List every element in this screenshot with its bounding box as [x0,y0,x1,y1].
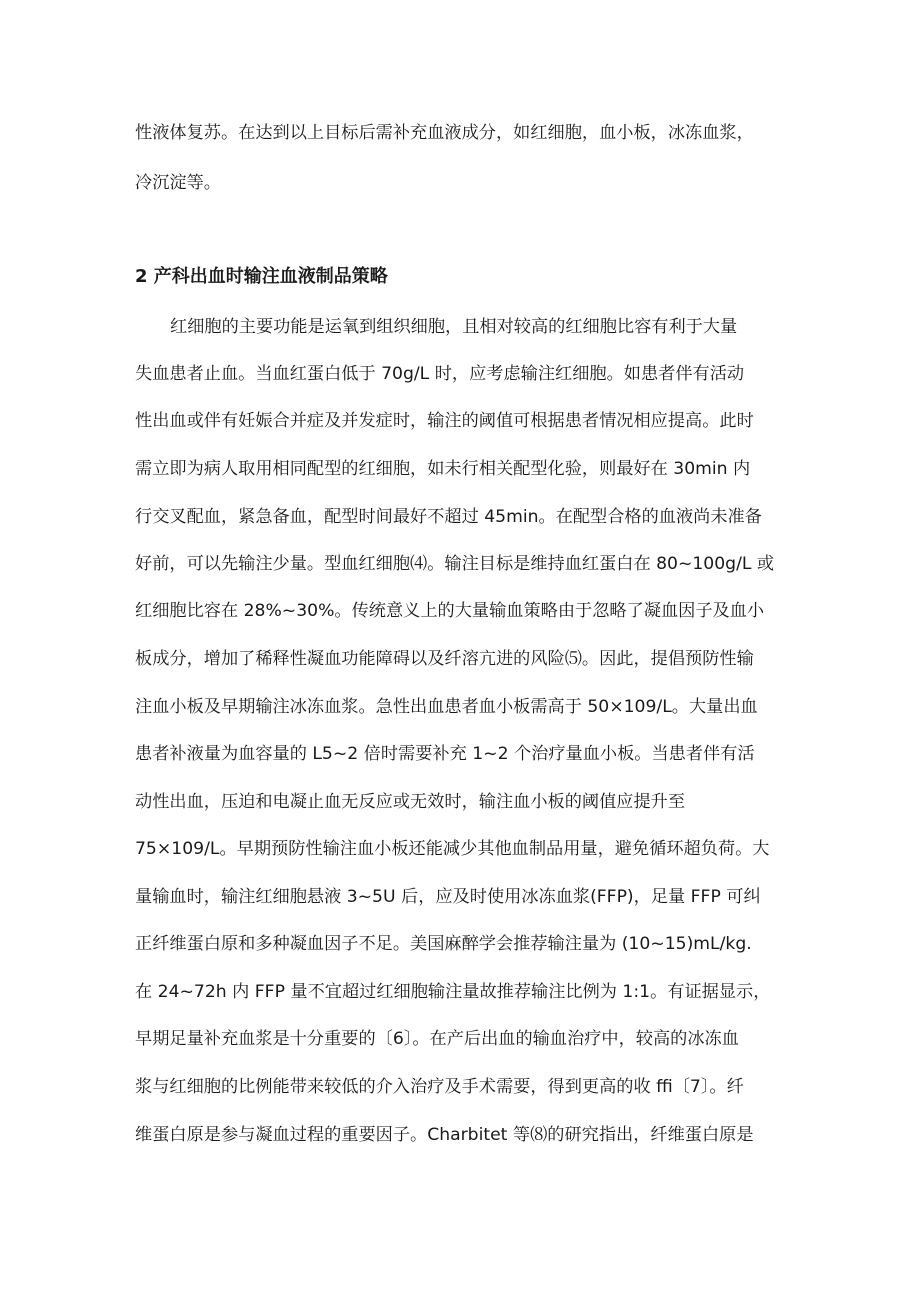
body-line-13: 量输血时，输注红细胞悬液 3~5U 后，应及时使用冰冻血浆(FFP)，足量 FFP 可纠 [135,887,761,907]
body-line-12: 75×109/L。早期预防性输注血小板还能减少其他血制品用量，避免循环超负荷。大 [135,839,770,859]
body-line-10: 患者补液量为血容量的 L5~2 倍时需要补充 1~2 个治疗量血小板。当患者伴有活 [135,744,755,764]
section-heading: 2 产科出血时输注血液制品策略 [135,266,388,287]
body-line-15: 在 24~72h 内 FFP 量不宜超过红细胞输注量故推荐输注比例为 1:1。有证据显示， [135,982,771,1002]
body-line-9: 注血小板及早期输注冰冻血浆。急性出血患者血小板需高于 50×109/L。大量出血 [135,697,758,717]
intro-line-1: 性液体复苏。在达到以上目标后需补充血液成分，如红细胞，血小板，冰冻血浆， [135,123,754,143]
body-line-5: 行交叉配血，紧急备血，配型时间最好不超过 45min。在配型合格的血液尚未准备 [135,507,762,527]
body-line-8: 板成分，增加了稀释性凝血功能障碍以及纤溶亢进的风险⑸。因此，提倡预防性输 [135,649,754,669]
body-line-7: 红细胞比容在 28%~30%。传统意义上的大量输血策略由于忽略了凝血因子及血小 [135,601,765,621]
intro-line-2: 冷沉淀等。 [135,173,221,193]
body-line-4: 需立即为病人取用相同配型的红细胞，如未行相关配型化验，则最好在 30min 内 [135,459,751,479]
body-line-16: 早期足量补充血浆是十分重要的〔6〕。在产后出血的输血治疗中，较高的冰冻血 [135,1029,739,1049]
body-line-3: 性出血或伴有妊娠合并症及并发症时，输注的阈值可根据患者情况相应提高。此时 [135,411,754,431]
body-line-11: 动性出血，压迫和电凝止血无反应或无效时，输注血小板的阈值应提升至 [135,792,686,812]
body-line-2: 失血患者止血。当血红蛋白低于 70g/L 时，应考虑输注红细胞。如患者伴有活动 [135,364,745,384]
body-line-14: 正纤维蛋白原和多种凝血因子不足。美国麻醉学会推荐输注量为 (10~15)mL/kg. [135,934,752,954]
body-line-6: 好前，可以先输注少量。型血红细胞⑷。输注目标是维持血红蛋白在 80~100g/L 或 [135,554,775,574]
body-line-1: 红细胞的主要功能是运氧到组织细胞，且相对较高的红细胞比容有利于大量 [170,317,738,337]
body-line-18: 维蛋白原是参与凝血过程的重要因子。Charbitet 等⑻的研究指出，纤维蛋白原是 [135,1125,754,1145]
body-line-17: 浆与红细胞的比例能带来较低的介入治疗及手术需要，得到更高的收 ffi〔7〕。纤 [135,1077,744,1097]
